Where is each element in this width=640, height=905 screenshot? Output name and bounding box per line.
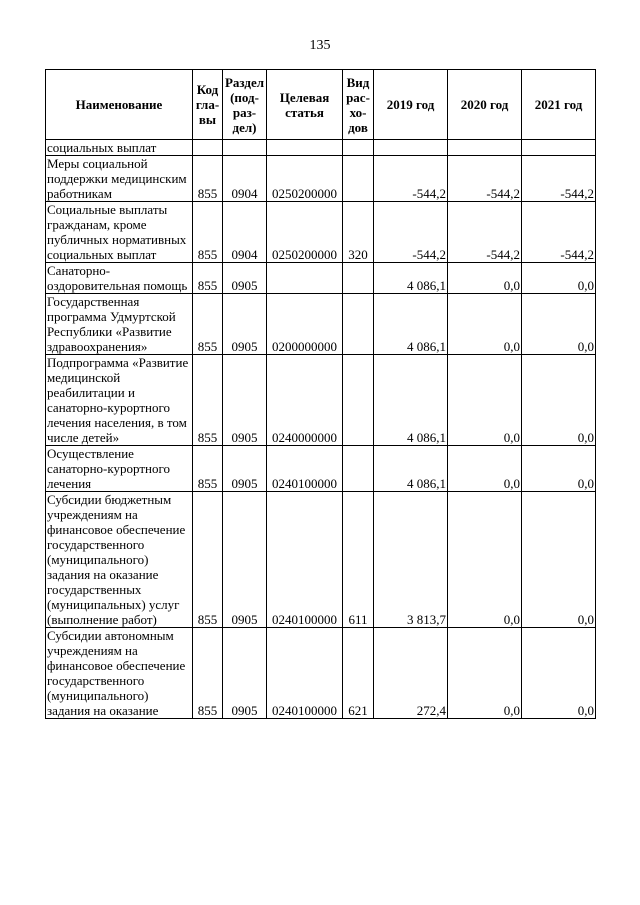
cell-target: 0240100000 [267,446,343,492]
cell-type: 320 [343,202,374,263]
cell-target: 0250200000 [267,202,343,263]
cell-2021: -544,2 [522,156,596,202]
cell-name: Осуществление санаторно-курортного лечения [46,446,193,492]
cell-name: Субсидии автономным учреждениям на финансовое обеспечение государственного (муниципального) задания на оказание [46,628,193,719]
cell-section: 0905 [223,446,267,492]
cell-code: 855 [193,294,223,355]
cell-2020: 0,0 [448,294,522,355]
cell-name: Государственная программа Удмуртской Республики «Развитие здравоохранения» [46,294,193,355]
cell-2021: -544,2 [522,202,596,263]
cell-2020: -544,2 [448,156,522,202]
cell-2021 [522,140,596,156]
cell-name: Социальные выплаты гражданам, кроме публичных нормативных социальных выплат [46,202,193,263]
cell-type [343,263,374,294]
cell-section [223,140,267,156]
cell-section: 0905 [223,355,267,446]
cell-code: 855 [193,628,223,719]
table-row [46,140,596,156]
cell-2020: 0,0 [448,263,522,294]
cell-code: 855 [193,156,223,202]
cell-section: 0905 [223,294,267,355]
table-row [46,355,596,446]
cell-code: 855 [193,355,223,446]
header-section: Раздел (под-раз-дел) [223,70,267,140]
budget-table [45,69,596,719]
header-type: Вид рас-хо-дов [343,70,374,140]
cell-type: 621 [343,628,374,719]
cell-2020: 0,0 [448,492,522,628]
cell-section: 0904 [223,202,267,263]
cell-2019: 3 813,7 [374,492,448,628]
cell-2020: -544,2 [448,202,522,263]
cell-2019 [374,140,448,156]
table-row [46,628,596,719]
cell-name: социальных выплат [46,140,193,156]
cell-2019: 4 086,1 [374,263,448,294]
cell-2021: 0,0 [522,446,596,492]
cell-2019: 4 086,1 [374,446,448,492]
header-code: Код гла-вы [193,70,223,140]
cell-target [267,140,343,156]
cell-2021: 0,0 [522,294,596,355]
cell-target: 0240100000 [267,628,343,719]
cell-2021: 0,0 [522,263,596,294]
cell-2019: 4 086,1 [374,355,448,446]
cell-target: 0240100000 [267,492,343,628]
table-row [46,202,596,263]
cell-target [267,263,343,294]
cell-name: Меры социальной поддержки медицинским работникам [46,156,193,202]
cell-section: 0905 [223,628,267,719]
cell-section: 0905 [223,263,267,294]
header-2020: 2020 год [448,70,522,140]
cell-name: Санаторно-оздоровительная помощь [46,263,193,294]
cell-2019: 272,4 [374,628,448,719]
table-row [46,263,596,294]
table-row [46,156,596,202]
cell-type: 611 [343,492,374,628]
cell-name: Подпрограмма «Развитие медицинской реабилитации и санаторно-курортного лечения населения, в том числе детей» [46,355,193,446]
cell-code: 855 [193,263,223,294]
cell-2019: -544,2 [374,202,448,263]
cell-2020: 0,0 [448,355,522,446]
cell-2020: 0,0 [448,628,522,719]
table-row [46,294,596,355]
table-row [46,446,596,492]
cell-type [343,294,374,355]
header-2019: 2019 год [374,70,448,140]
cell-target: 0250200000 [267,156,343,202]
cell-type [343,355,374,446]
cell-target: 0200000000 [267,294,343,355]
cell-target: 0240000000 [267,355,343,446]
cell-code: 855 [193,492,223,628]
cell-type [343,156,374,202]
cell-name: Субсидии бюджетным учреждениям на финансовое обеспечение государственного (муниципального) задания на оказание государственных (муниципальных) услуг (выполнение работ) [46,492,193,628]
cell-section: 0905 [223,492,267,628]
cell-type [343,446,374,492]
cell-2021: 0,0 [522,355,596,446]
cell-code: 855 [193,446,223,492]
header-name: Наименование [46,70,193,140]
table-row [46,492,596,628]
page-number: 135 [309,38,331,53]
cell-2021: 0,0 [522,492,596,628]
cell-code: 855 [193,202,223,263]
cell-2021: 0,0 [522,628,596,719]
cell-2019: 4 086,1 [374,294,448,355]
cell-type [343,140,374,156]
cell-code [193,140,223,156]
header-target: Целевая статья [267,70,343,140]
cell-2020: 0,0 [448,446,522,492]
cell-section: 0904 [223,156,267,202]
cell-2020 [448,140,522,156]
header-2021: 2021 год [522,70,596,140]
cell-2019: -544,2 [374,156,448,202]
header-row [46,70,596,140]
